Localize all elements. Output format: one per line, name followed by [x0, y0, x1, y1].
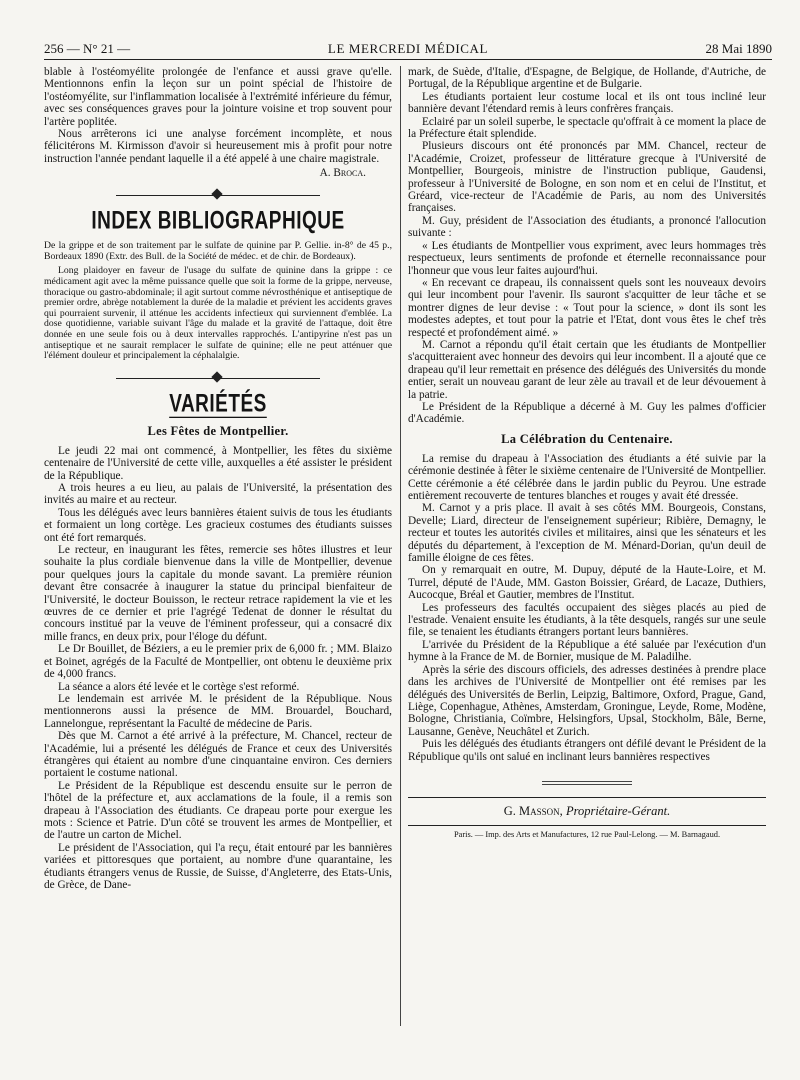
- paragraph: Le recteur, en inaugurant les fêtes, remercie ses hôtes illustres et leur souhaite la plus cordiale bienvenue dans la ville de Montpellier, devenue pour quelques jours la capitale du monde savant. La première réunion devant être consacrée à inaugurer la statue du principal bienfaiteur de l'Université, le docteur Bouisson, le recteur retrace rapidement la vie et les œuvres de ce dernier et prie l'agrégé Tedenat de donner le résultat du concours institué par la veuve de l'éminent professeur, qui a consacré dix mille francs, en deux prix, pour l'éloge du défunt.: [44, 544, 392, 643]
- paragraph: Le président de l'Association, qui l'a reçu, était entouré par les bannières variées et pittoresques que portaient, au nombre d'une quarantaine, les étudiants étrangers venus de Russie, de Suisse, d'Angleterre, des Etats-Unis, de Grèce, de Dane-: [44, 841, 392, 891]
- paragraph: Le Président de la République est descendu ensuite sur le perron de l'hôtel de la préfecture et, aux acclamations de la foule, il a remis son drapeau à l'Association des étudiants. Ce drapeau porte pour exergue les mots : Science et Patrie. D'un côté se trouvent les armes de Montpellier, et de l'autre un carton de Michel.: [44, 779, 392, 842]
- paragraph: Dès que M. Carnot a été arrivé à la préfecture, M. Chancel, recteur de l'Académie, lui a présenté les délégués de France et ceux des Universités étrangères qui étaient au nombre d'une cinquantaine environ. Ces derniers portaient le costume national.: [44, 730, 392, 780]
- issue-date: 28 Mai 1890: [705, 41, 772, 56]
- end-rule: [542, 781, 632, 785]
- publisher-line: [408, 797, 766, 819]
- paragraph: A trois heures a eu lieu, au palais de l'Université, la présentation des invités au maire et au recteur.: [44, 482, 392, 507]
- index-body: Long plaidoyer en faveur de l'usage du sulfate de quinine dans la grippe : ce médicament agit avec la même puissance quelle que soit la forme de la grippe, nerveuse, thoracique ou gastro-abdominale; il agit surtout comme névrosthénique et antiseptique de premier ordre, abrège notablement la durée de la maladie et prévient les accidents graves qui pourraient survenir, il atténue les accidents infectieux qui surviennent d'emblée. La dose quotidienne, variable suivant l'âge du malade et la gravité de l'attaque, doit être donnée en une seule fois ou à deux intervalles rapprochés. L'antipyrine n'est pas un antiseptique et ne saurait remplacer le sulfate de quinine; elle ne peut atténuer que l'élément douleur et principalement la céphalalgie.: [44, 265, 392, 362]
- left-column: [44, 66, 392, 1066]
- running-header: [44, 39, 772, 60]
- paragraph: Le lendemain est arrivée M. le président de la République. Nous mentionnerons aussi la présence de MM. Brouardel, Bouchard, Lannelongue, représentant la Faculté de médecine de Paris.: [44, 692, 392, 730]
- paragraph: L'arrivée du Président de la République a été saluée par l'exécution d'un hymne à la France de M. de Bornier, musique de M. Paladilhe.: [408, 638, 766, 664]
- index-reference: De la grippe et de son traitement par le sulfate de quinine par P. Gellie. in-8° de 45 p., Bordeaux 1890 (Extr. des Bull. de la Société de médec. et de chir. de Bordeaux).: [44, 240, 392, 262]
- paragraph: Le Dr Bouillet, de Béziers, a eu le premier prix de 6,000 fr. ; MM. Blaizo et Boinet, agrégés de la Faculté de Montpellier, ont obtenu le deuxième prix de 4,000 francs.: [44, 643, 392, 681]
- paragraph: Nous arrêterons ici une analyse forcément incomplète, et nous félicitérons M. Kirmisson d'avoir si heureusement mis à profit pour notre instruction l'année pendant laquelle il a été appelé à une chaire magistrale.: [44, 128, 392, 165]
- paragraph: M. Carnot a répondu qu'il était certain que les étudiants de Montpellier s'acquitteraient avec honneur des devoirs qui leur incombent. Il a ajouté que ce drapeau qu'il leur remettait en présence des délégués des Universités du monde entier, serait un nouveau garant de leur zèle au travail et de leur dévouement à la patrie.: [408, 338, 766, 401]
- fetes-title: Les Fêtes de Montpellier.: [147, 423, 289, 438]
- paragraph: M. Carnot y a pris place. Il avait à ses côtés MM. Bourgeois, Constans, Develle; Liard, directeur de l'enseignement supérieur; Ribière, Demagny, le recteur et toutes les autorités civiles et militaires, ainsi que les sénateurs et les députés du département, à l'exception de M. Ménard-Dorian, qu'un deuil de famille éloigne de ces fêtes.: [408, 502, 766, 565]
- imprint-line: Paris. — Imp. des Arts et Manufactures, 12 rue Paul-Lelong. — M. Barnagaud.: [408, 825, 766, 839]
- paragraph: M. Guy, président de l'Association des étudiants, a prononcé l'allocution suivante :: [408, 214, 766, 240]
- publisher-role: Propriétaire-Gérant.: [565, 803, 671, 818]
- right-column: [408, 66, 766, 986]
- ornament-divider: [44, 372, 392, 386]
- paragraph: Eclairé par un soleil superbe, le spectacle qu'offrait à ce moment la place de la Préfecture était splendide.: [408, 115, 766, 141]
- paragraph: Les étudiants portaient leur costume local et ils ont tous incliné leur bannière devant l'étendard remis à leurs confrères français.: [408, 90, 766, 116]
- paragraph: Plusieurs discours ont été prononcés par MM. Chancel, recteur de l'Académie, Croizet, professeur de littérature grecque à l'Université de Montpellier, Bourgeois, ministre de l'instruction publique, Gaudensi, professeur à l'Université de Bologne, en son nom et en celui de l'Institut, et Gréard, vice-recteur de l'Académie de Paris, au nom des Universités françaises.: [408, 140, 766, 215]
- journal-title: LE MERCREDI MÉDICAL: [327, 41, 489, 56]
- index-title: INDEX BIBLIOGRAPHIQUE: [91, 207, 345, 236]
- varietes-title: VARIÉTÉS: [169, 390, 267, 418]
- paragraph: Le Président de la République a décerné à M. Guy les palmes d'officier d'Académie.: [408, 400, 766, 426]
- signature: A. Broca.: [319, 167, 366, 180]
- paragraph: Les professeurs des facultés occupaient des sièges placés au pied de l'estrade. Venaient ensuite les étudiants, à la tête desquels, rangés sur une seule file, se tenaient les étudiants étrangers portant leurs bannières.: [408, 601, 766, 639]
- column-divider: [400, 66, 401, 1026]
- paragraph: mark, de Suède, d'Italie, d'Espagne, de Belgique, de Hollande, d'Autriche, de Portugal, de la République argentine et de Bulgarie.: [408, 66, 766, 91]
- paragraph: La remise du drapeau à l'Association des étudiants a été suivie par la cérémonie destinée à fêter le sixième centenaire de l'Université de Montpellier. Cette cérémonie a été célébrée dans le jardin public du Peyrou. Une estrade entièrement recouverte de tentures blanches et rouges y avait été dressée.: [408, 452, 766, 502]
- ornament-divider: [44, 189, 392, 203]
- paragraph: Après la série des discours officiels, des adresses destinées à prendre place dans les archives de l'Université de Montpellier ont été remises par les délégués des Universités de Berlin, Leipzig, Baltimore, Oxford, Prague, Gand, Liège, Copenhague, Athènes, Amsterdam, Groningue, Leyde, Rome, Modène, Bologne, Christiania, Coïmbre, Helsingfors, Upsal, Stockholm, Bâle, Berne, Lausanne, Genève, Neuchâtel et Zurich.: [408, 663, 766, 738]
- paragraph: On y remarquait en outre, M. Dupuy, député de la Haute-Loire, et M. Turrel, député de l'Aude, MM. Gaston Boissier, Gréard, de Lacaze, Duthiers, Aucocque, Bréal et Gautier, membres de l'Institut.: [408, 564, 766, 602]
- paragraph: Tous les délégués avec leurs bannières étaient suivis de tous les étudiants et formaient un long cortège. Les gracieux costumes des étudiants suisses ont été fort remarqués.: [44, 506, 392, 544]
- page-issue: 256 — N° 21 —: [44, 41, 131, 56]
- paragraph: « En recevant ce drapeau, ils connaissent quels sont les nouveaux devoirs qui leur incombent pour l'avenir. Ils sauront s'acquitter de leur tâche et se montrer dignes de leur devise : « Tout pour la science, » dont ils sont les modestes adeptes, et tout pour la patrie et l'Etat, dont vous êtes le chef très respecté et profondément aimé. »: [408, 276, 766, 339]
- paragraph: La séance a alors été levée et le cortège s'est reformé.: [58, 680, 300, 693]
- paragraph: blable à l'ostéomyélite prolongée de l'enfance et aussi grave qu'elle. Mentionnons enfin la leçon sur un point spécial de l'histoire de l'ostéomyélite, sur l'inflammation localisée à l'extrémité inférieure du fémur, avec ses conséquences graves pour la jointure voisine et trop souvent pour l'artère poplitée.: [44, 66, 392, 128]
- paragraph: « Les étudiants de Montpellier vous expriment, avec leurs hommages très respectueux, leurs sentiments de profonde et éternelle reconnaissance pour l'honneur que vous leur faites aujourd'hui.: [408, 239, 766, 277]
- paragraph: Puis les délégués des étudiants étrangers ont défilé devant le Président de la République qu'ils ont salué en inclinant leurs bannières respectives: [408, 738, 766, 763]
- publisher-name: G. Masson,: [503, 803, 563, 818]
- centenaire-title: La Célébration du Centenaire.: [501, 431, 673, 446]
- paragraph: Le jeudi 22 mai ont commencé, à Montpellier, les fêtes du sixième centenaire de l'Université de cette ville, auxquelles a été assister le président de la République.: [44, 444, 392, 482]
